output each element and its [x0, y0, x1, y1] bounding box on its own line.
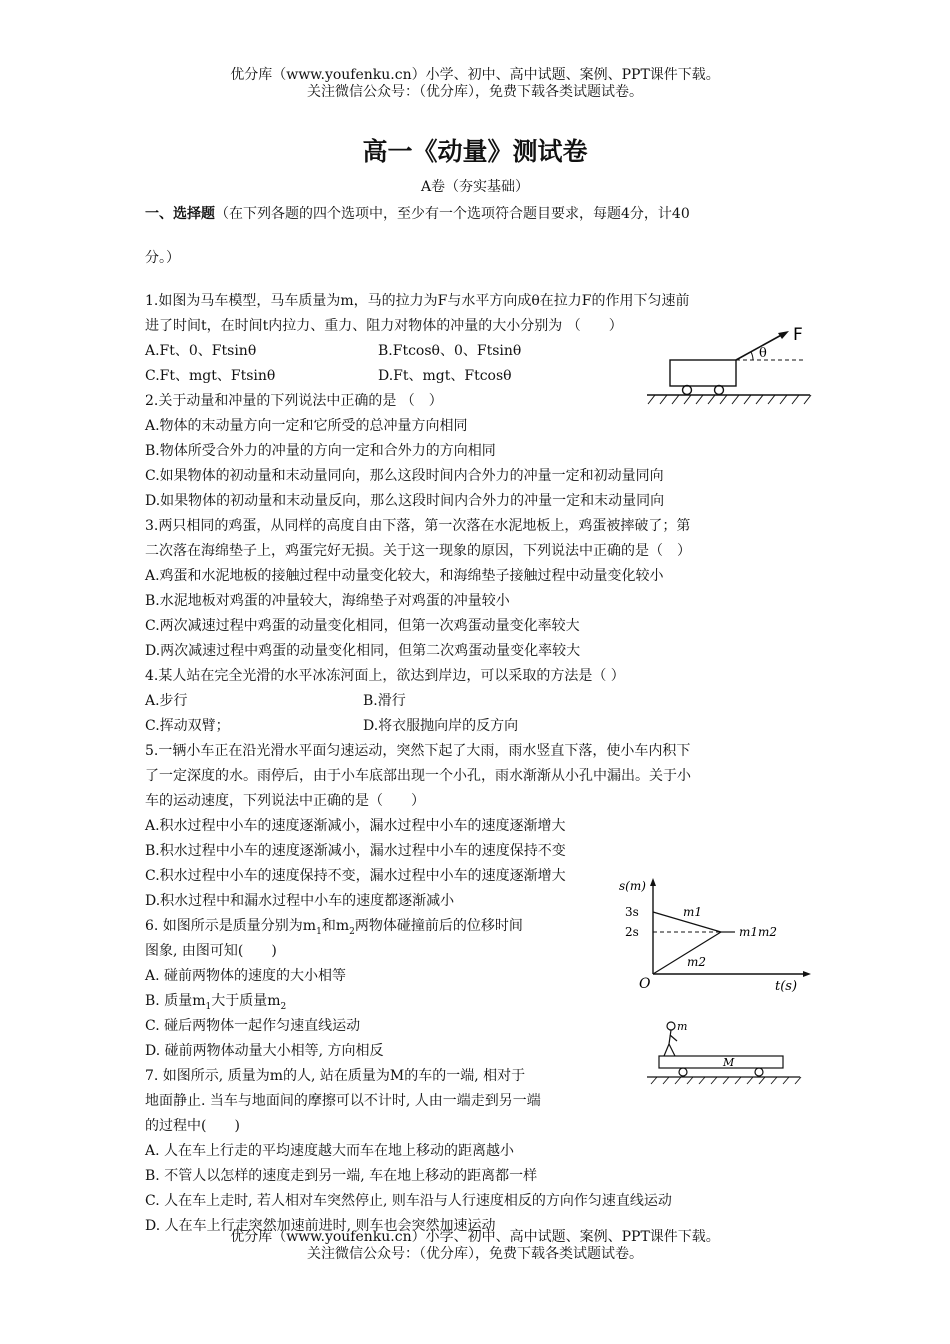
- q3-option-c: C.两次减速过程中鸡蛋的动量变化相同，但第一次鸡蛋动量变化率较大: [145, 618, 580, 634]
- x-axis-label: t(s): [775, 979, 798, 994]
- person-mass-label: m: [677, 1020, 688, 1033]
- q7-stem-line-1: 7. 如图所示, 质量为m的人, 站在质量为M的车的一端, 相对于: [145, 1068, 526, 1084]
- st-graph-figure: [615, 876, 815, 994]
- q3-option-b: B.水泥地板对鸡蛋的冲量较大，海绵垫子对鸡蛋的冲量较小: [145, 593, 510, 609]
- y-axis-arrowhead: [650, 878, 656, 886]
- section-label: 一、选择题: [145, 206, 215, 222]
- page-header: [0, 67, 950, 101]
- footer-line-1: 优分库（www.youfenku.cn）小学、初中、高中试题、案例、PPT课件下载。: [230, 1229, 720, 1245]
- q6-stem-line-2: 图象, 由图可知( ): [145, 943, 277, 959]
- q6-option-b-sub-1: 1: [205, 1001, 212, 1012]
- q5-stem-line-1: 5.一辆小车正在沿光滑水平面匀速运动，突然下起了大雨，雨水竖直下落，使小车内积下: [145, 743, 691, 759]
- theta-label: θ: [759, 346, 767, 361]
- q3-option-a: A.鸡蛋和水泥地板的接触过程中动量变化较大，和海绵垫子接触过程中动量变化较小: [145, 568, 664, 584]
- header-line-1: 优分库（www.youfenku.cn）小学、初中、高中试题、案例、PPT课件下载。: [230, 67, 720, 83]
- cart-force-figure: [645, 320, 815, 410]
- q1-option-b: B.Ftcosθ、0、Ftsinθ: [378, 343, 522, 359]
- q6-stem-text-c: 两物体碰撞前后的位移时间: [354, 918, 523, 934]
- section-instructions-cont: 分。）: [145, 250, 180, 266]
- q6-option-b-sub-2: 2: [280, 1001, 287, 1012]
- person-leg-left: [664, 1044, 669, 1056]
- q1-option-d: D.Ft、mgt、Ftcosθ: [378, 368, 512, 384]
- q2-option-a: A.物体的末动量方向一定和它所受的总冲量方向相同: [145, 418, 468, 434]
- cart-body: [670, 360, 736, 386]
- q7-stem-line-2: 地面静止. 当车与地面间的摩擦可以不计时, 人由一端走到另一端: [145, 1093, 541, 1109]
- origin-label: O: [639, 976, 651, 992]
- q4-stem: 4.某人站在完全光滑的水平冰冻河面上，欲达到岸边，可以采取的方法是（ ）: [145, 668, 625, 684]
- section-heading: [145, 201, 810, 227]
- cart-wheel-right: [755, 1068, 763, 1076]
- header-line-2: 关注微信公众号：（优分库），免费下载各类试题试卷。: [307, 84, 643, 100]
- q2-option-b: B.物体所受合外力的冲量的方向一定和合外力的方向相同: [145, 443, 496, 459]
- x-axis-arrowhead: [803, 971, 811, 977]
- q2-stem: 2.关于动量和冲量的下列说法中正确的是 （ ）: [145, 393, 443, 409]
- page-title: 高一《动量》测试卷: [362, 137, 588, 166]
- page-subtitle: A卷（夯实基础）: [420, 179, 530, 195]
- angle-arc: [751, 352, 753, 360]
- q7-option-a: A. 人在车上行走的平均速度越大而车在地上移动的距离越小: [145, 1143, 515, 1159]
- label-m1m2: m1m2: [739, 925, 778, 939]
- q6-sub-1: 1: [316, 926, 322, 937]
- cart-mass-label: M: [723, 1056, 735, 1069]
- force-label: F: [793, 325, 803, 345]
- person-leg-right: [669, 1044, 675, 1056]
- q4-options-cd: [145, 714, 810, 739]
- q2-option-c: C.如果物体的初动量和末动量同向，那么这段时间内合外力的冲量一定和初动量同向: [145, 468, 664, 484]
- person-cart-figure: [645, 1018, 815, 1088]
- q6-option-b-text-b: 大于质量m: [211, 993, 281, 1009]
- q3-stem-line-1: 3.两只相同的鸡蛋，从同样的高度自由下落，第一次落在水泥地板上，鸡蛋被摔破了；第: [145, 518, 691, 534]
- ground-hatching: [651, 1077, 801, 1084]
- q4-option-b: B.滑行: [363, 693, 406, 709]
- q6-sub-2: 2: [349, 926, 355, 937]
- q6-option-b-text-a: B. 质量m: [145, 993, 206, 1009]
- q7-option-b: B. 不管人以怎样的速度走到另一端, 车在地上移动的距离都一样: [145, 1168, 538, 1184]
- q6-option-a: A. 碰前两物体的速度的大小相等: [145, 968, 347, 984]
- person-head: [667, 1022, 675, 1030]
- question-3: [145, 514, 810, 664]
- q5-stem-line-3: 车的运动速度，下列说法中正确的是（ ）: [145, 793, 425, 809]
- q1-stem-line-1: 1.如图为马车模型，马车质量为m，马的拉力为F与水平方向成θ在拉力F的作用下匀速前: [145, 293, 690, 309]
- q1-option-a: A.Ft、0、Ftsinθ: [145, 343, 257, 359]
- label-m2: m2: [687, 955, 707, 969]
- q2-option-d: D.如果物体的初动量和末动量反向，那么这段时间内合外力的冲量一定和末动量同向: [145, 493, 665, 509]
- q5-option-c: C.积水过程中小车的速度保持不变，漏水过程中小车的速度逐渐增大: [145, 868, 566, 884]
- q3-option-d: D.两次减速过程中鸡蛋的动量变化相同，但第二次鸡蛋动量变化率较大: [145, 643, 581, 659]
- cart-wheel-left: [683, 386, 692, 395]
- tick-2s: 2s: [625, 925, 639, 939]
- section-instructions: （在下列各题的四个选项中，至少有一个选项符合题目要求，每题4分，计40: [215, 206, 690, 222]
- q4-option-d: D.将衣服抛向岸的反方向: [363, 718, 519, 734]
- q7-option-d: D. 人在车上行走突然加速前进时, 则车也会突然加速运动: [145, 1218, 496, 1234]
- q7-stem-line-3: 的过程中( ): [145, 1118, 240, 1134]
- person-body: [669, 1030, 671, 1044]
- cart-board: [659, 1056, 783, 1068]
- q4-options-ab: [145, 689, 810, 714]
- cart-wheel-right: [715, 386, 724, 395]
- tick-3s: 3s: [625, 905, 639, 919]
- question-7: [145, 1064, 810, 1239]
- y-axis-label: s(m): [619, 879, 646, 893]
- q1-option-c: C.Ft、mgt、Ftsinθ: [145, 368, 276, 384]
- q5-stem-line-2: 了一定深度的水。雨停后，由于小车底部出现一个小孔，雨水渐渐从小孔中漏出。关于小: [145, 768, 691, 784]
- q6-stem-text-a: 6. 如图所示是质量分别为m: [145, 918, 317, 934]
- q5-option-b: B.积水过程中小车的速度逐渐减小，漏水过程中小车的速度保持不变: [145, 843, 566, 859]
- q5-option-d: D.积水过程中和漏水过程中小车的速度都逐渐减小: [145, 893, 455, 909]
- question-4: [145, 664, 810, 739]
- cart-wheel-left: [679, 1068, 687, 1076]
- label-m1: m1: [683, 905, 703, 919]
- force-arrowhead: [778, 331, 789, 339]
- q6-option-c: C. 碰后两物体一起作匀速直线运动: [145, 1018, 361, 1034]
- q4-option-a: A.步行: [145, 693, 188, 709]
- q5-option-a: A.积水过程中小车的速度逐渐减小，漏水过程中小车的速度逐渐增大: [145, 818, 566, 834]
- page-footer: [0, 1229, 950, 1263]
- ground-hatching: [648, 395, 811, 404]
- q6-stem-text-b: 和m: [321, 918, 350, 934]
- footer-line-2: 关注微信公众号：（优分库），免费下载各类试题试卷。: [307, 1246, 643, 1262]
- q4-option-c: C.挥动双臂；: [145, 718, 230, 734]
- q6-option-d: D. 碰前两物体动量大小相等, 方向相反: [145, 1043, 384, 1059]
- q7-option-c: C. 人在车上走时, 若人相对车突然停止, 则车沿与人行速度相反的方向作匀速直线运动: [145, 1193, 672, 1209]
- q3-stem-line-2: 二次落在海绵垫子上，鸡蛋完好无损。关于这一现象的原因，下列说法中正确的是（ ）: [145, 543, 691, 559]
- person-arm: [670, 1035, 677, 1041]
- q1-stem-line-2: 进了时间t，在时间t内拉力、重力、阻力对物体的冲量的大小分别为 （ ）: [145, 318, 623, 334]
